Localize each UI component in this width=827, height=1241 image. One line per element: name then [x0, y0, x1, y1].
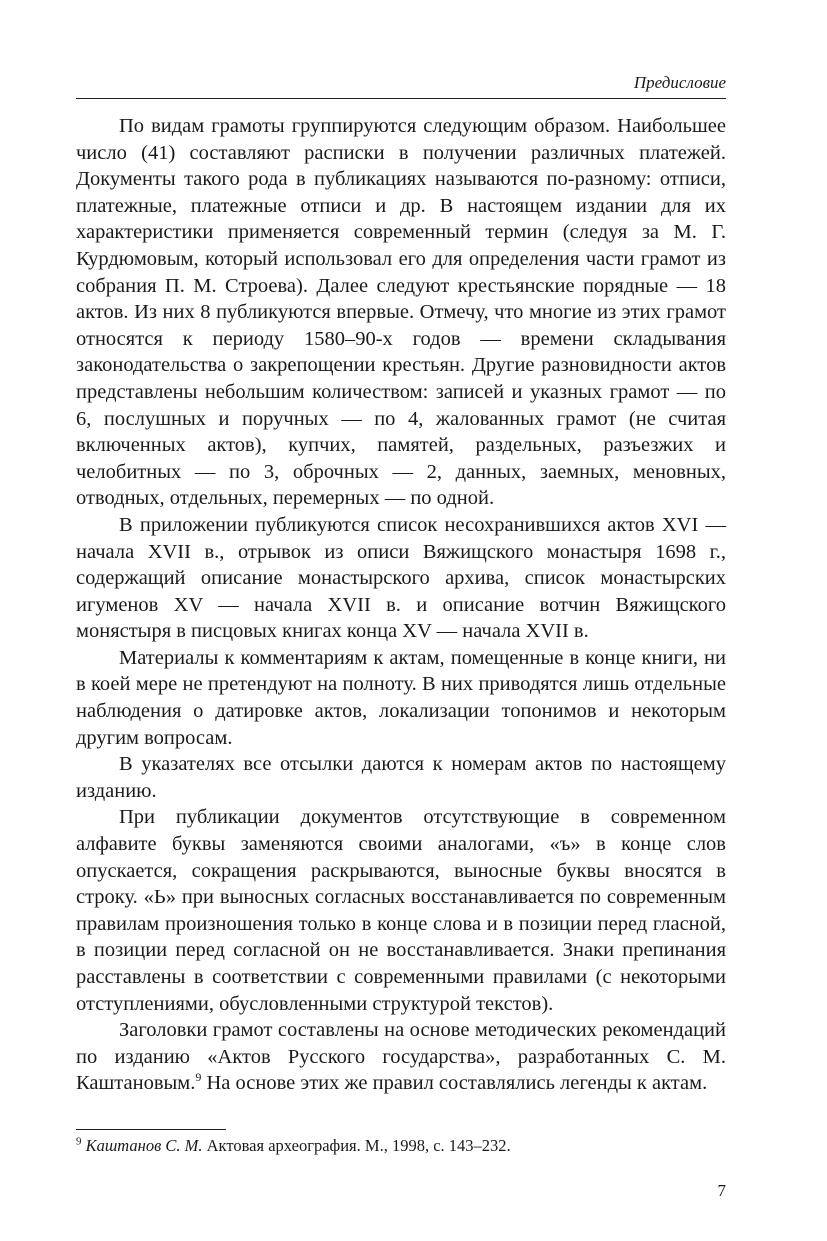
running-head: Предисловие [633, 73, 726, 92]
paragraph-document-types: По видам грамоты группируются следующим образом. Наибольшее число (41) составляют расписки в получении различных платежей. Документы такого рода в публикациях называются по-разному: отписи, платежные, платежные отписи и др. В настоящем издании для их характеристики применяется современный термин (следуя за М. Г. Курдюмовым, который использовал его для определения части грамот из собрания П. М. Строева). Далее следуют крестьянские порядные — 18 актов. Из них 8 публикуются впервые. Отмечу, что многие из этих грамот относятся к периоду 1580–90-х годов — времени складывания законодательства о закрепощении крестьян. Другие разновидности актов представлены небольшим количеством: записей и указных грамот — по 6, послушных и поручных — по 4, жалованных грамот (не считая включенных актов), купчих, памятей, раздельных, разъезжих и челобитных — по 3, оброчных — 2, данных, заемных, меновных, отводных, отдельных, перемерных — по одной. [76, 115, 726, 510]
page-number: 7 [717, 1181, 726, 1200]
paragraph-commentary: Материалы к комментариям к актам, помещенные в конце книги, ни в коей мере не претендуют на полноту. В них приводятся лишь отдельные наблюдения о датировке актов, локализации топонимов и некоторым другим вопросам. [76, 646, 726, 749]
paragraph-headings [76, 1017, 726, 1097]
footnote [76, 1135, 726, 1157]
headings-text-continued: На основе этих же правил составлялись легенды к актам. [201, 1072, 708, 1095]
paragraph-indexes: В указателях все отсылки даются к номерам актов по настоящему изданию. [76, 753, 726, 802]
footnote-reference[interactable]: 9 [195, 1070, 202, 1085]
header-rule [76, 98, 726, 99]
headings-text: Заголовки грамот составлены на основе методических рекомендаций по изданию «Актов Русского государства», разработанных С. М. Каштановым. [76, 1019, 726, 1095]
footnote-rule [76, 1129, 226, 1130]
paragraph-transcription-rules: При публикации документов отсутствующие в современном алфавите буквы заменяются своими аналогами, «ъ» в конце слов опускается, сокращения раскрываются, выносные буквы вносятся в строку. «Ь» при выносных согласных восстанавливается по современным правилам произношения только в конце слова и в позиции перед гласной, в позиции перед согласной он не восстанавливается. Знаки препинания расставлены в соответствии с современными правилами (с некоторыми отступлениями, обусловленными структурой текстов). [76, 806, 726, 1015]
footnote-number: 9 [76, 1135, 82, 1148]
paragraph-appendix: В приложении публикуются список несохранившихся актов XVI — начала XVII в., отрывок из описи Вяжищского монастыря 1698 г., содержащий описание монастырского архива, список монастырских игуменов XV — начала XVII в. и описание вотчин Вяжищского моняcтыря в писцовых книгах конца XV — начала XVII в. [76, 513, 726, 643]
footnote-text: Актовая археография. М., 1998, с. 143–232. [202, 1136, 511, 1155]
footnote-author: Каштанов С. М. [85, 1136, 203, 1155]
main-text [76, 113, 726, 1097]
